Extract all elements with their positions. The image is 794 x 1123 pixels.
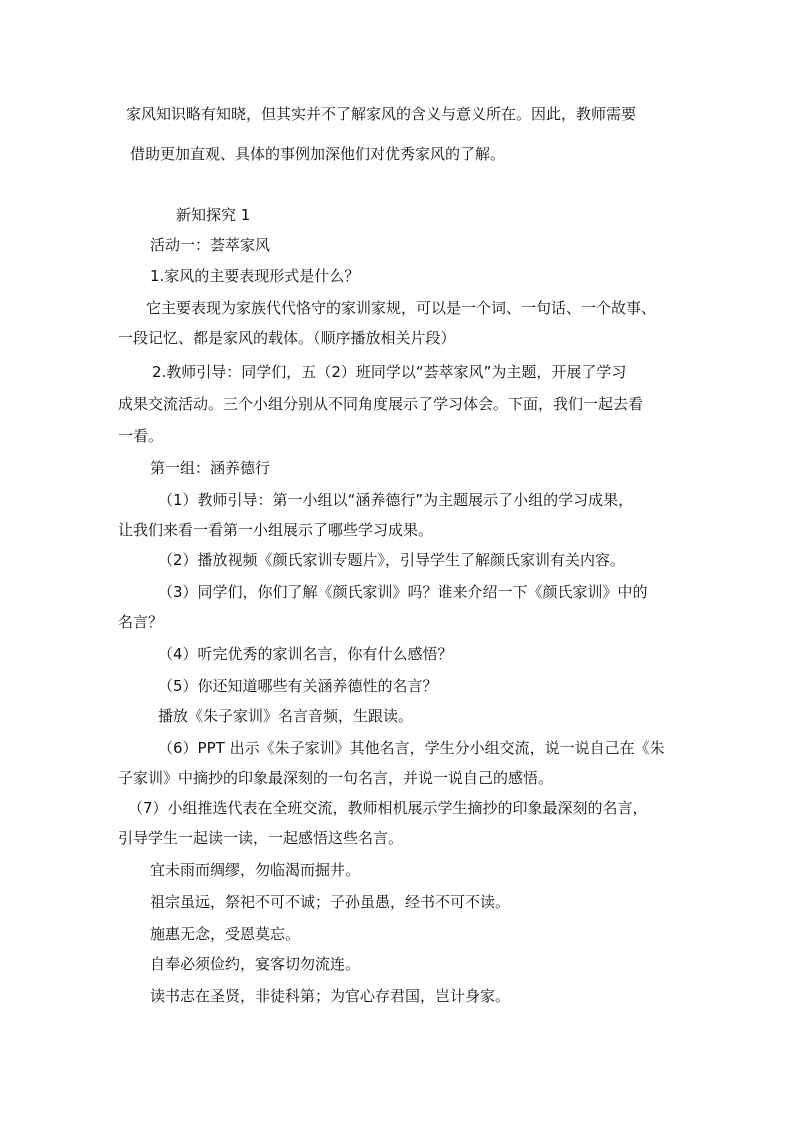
group-heading: 第一组：涵养德行	[150, 459, 271, 477]
paragraph-line: 一看。	[118, 427, 164, 445]
paragraph-line: （4）听完优秀的家训名言，你有什么感悟？	[158, 645, 453, 663]
section-heading: 新知探究 1	[176, 206, 251, 224]
paragraph-line: （1）教师引导：第一小组以“涵养德行”为主题展示了小组的学习成果，	[158, 491, 634, 509]
paragraph-line: 子家训》中摘抄的印象最深刻的一句名言，并说一说自己的感悟。	[118, 769, 554, 787]
activity-heading: 活动一：荟萃家风	[150, 236, 271, 254]
paragraph-line: 名言？	[118, 613, 164, 631]
paragraph-line: 它主要表现为家族代代恪守的家训家规，可以是一个词、一句话、一个故事、	[146, 299, 657, 317]
paragraph-line: 家风知识略有知晓，但其实并不了解家风的含义与意义所在。因此，教师需要	[126, 105, 637, 123]
paragraph-line: （7）小组推选代表在全班交流，教师相机展示学生摘抄的印象最深刻的名言，	[128, 799, 648, 817]
question-line: 1.家风的主要表现形式是什么？	[150, 267, 360, 285]
quote-line: 祖宗虽远，祭祀不可不诚；子孙虽愚，经书不可不读。	[150, 893, 511, 911]
paragraph-line: （6）PPT 出示《朱子家训》其他名言，学生分小组交流，说一说自己在《朱	[158, 739, 665, 757]
paragraph-line: 2.教师引导：同学们，五（2）班同学以“荟萃家风”为主题，开展了学习	[152, 363, 627, 381]
paragraph-line: 一段记忆、都是家风的载体。（顺序播放相关片段）	[118, 329, 456, 347]
quote-line: 施惠无念，受恩莫忘。	[150, 925, 301, 943]
paragraph-line: 引导学生一起读一读，一起感悟这些名言。	[118, 829, 404, 847]
paragraph-line: 成果交流活动。三个小组分别从不同角度展示了学习体会。下面，我们一起去看	[118, 395, 644, 413]
paragraph-line: 借助更加直观、具体的事例加深他们对优秀家风的了解。	[130, 145, 506, 163]
quote-line: 读书志在圣贤，非徒科第；为官心存君国，岂计身家。	[150, 987, 511, 1005]
paragraph-line: 让我们来看一看第一小组展示了哪些学习成果。	[118, 521, 434, 539]
paragraph-line: 播放《朱子家训》名言音频，生跟读。	[158, 707, 414, 725]
paragraph-line: （3）同学们，你们了解《颜氏家训》吗？谁来介绍一下《颜氏家训》中的	[158, 583, 648, 601]
quote-line: 自奉必须俭约，宴客切勿流连。	[150, 955, 361, 973]
quote-line: 宜未雨而绸缪，勿临渴而掘井。	[150, 861, 361, 879]
paragraph-line: （2）播放视频《颜氏家训专题片》，引导学生了解颜氏家训有关内容。	[158, 551, 626, 569]
paragraph-line: （5）你还知道哪些有关涵养德性的名言？	[158, 677, 438, 695]
